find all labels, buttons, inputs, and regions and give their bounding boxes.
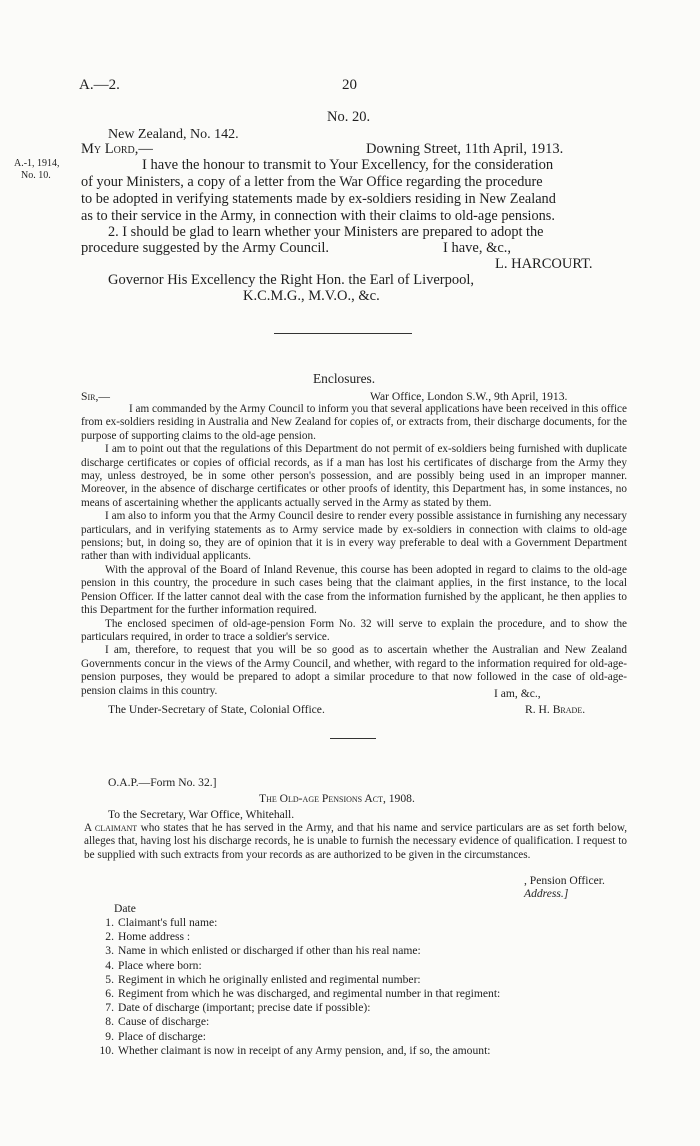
form-item-number: 3.	[105, 944, 114, 958]
enclosure-signature: R. H. Brade.	[525, 703, 586, 716]
form-reference: O.A.P.—Form No. 32.]	[108, 776, 217, 789]
dispatch-place-date: Downing Street, 11th April, 1913.	[366, 141, 564, 157]
enclosures-heading: Enclosures.	[313, 371, 376, 386]
form-address: Address.]	[524, 887, 569, 900]
form-item-number: 9.	[105, 1029, 114, 1043]
dispatch-addressee: Governor His Excellency the Right Hon. the Earl of Liverpool,	[108, 272, 475, 288]
form-item-number: 7.	[105, 1001, 114, 1015]
enclosure-paragraph: I am commanded by the Army Council to inform you that several applications have been received in this office from ex-soldiers residing in Australia and New Zealand for copies of, or extracts from, their discharge documents, for the purpose of supporting claims to the old-age pension.	[81, 403, 627, 442]
form-item	[96, 1044, 500, 1058]
section-divider-short	[330, 738, 376, 739]
form-item	[96, 916, 500, 930]
form-item-number: 10.	[99, 1043, 114, 1057]
form-item	[96, 973, 500, 987]
form-item-number: 6.	[105, 987, 114, 1001]
form-item	[96, 930, 500, 944]
form-item-number: 1.	[105, 916, 114, 929]
form-item-text: Home address :	[118, 930, 191, 944]
enclosure-paragraph: I am also to inform you that the Army Council desire to render every possible assistance in furnishing any necessary particulars, and in verifying statements as to Army service made by ex-soldiers in connection with claims to old-age pensions; but, in doing so, they are of opinion that it is in every way preferable to deal with a Government Department rather than with individual applicants.	[81, 510, 627, 563]
form-item	[96, 987, 500, 1001]
form-item-text: Name in which enlisted or discharged if other than his real name:	[118, 944, 421, 958]
margin-reference-no: No. 10.	[21, 170, 51, 181]
dispatch-salutation: My Lord,—	[81, 141, 153, 157]
dispatch-closing: I have, &c.,	[443, 240, 512, 256]
section-divider	[274, 333, 412, 334]
form-item-number: 2.	[105, 930, 114, 944]
form-item-number: 5.	[105, 972, 114, 986]
form-item-text: Date of discharge (important; precise date if possible):	[118, 1001, 371, 1015]
form-claimant-word: A claimant	[84, 822, 138, 834]
enclosure-closing: I am, &c.,	[494, 687, 541, 700]
form-items	[96, 916, 500, 1058]
form-item	[96, 1015, 500, 1029]
form-body	[84, 822, 627, 862]
dispatch-signature: L. HARCOURT.	[495, 256, 593, 272]
form-item-text: Cause of discharge:	[118, 1015, 210, 1029]
form-item-text: Regiment from which he was discharged, and regimental number in that regiment:	[118, 987, 501, 1001]
enclosure-addressee: The Under-Secretary of State, Colonial Office.	[108, 703, 325, 716]
form-item	[96, 1001, 500, 1015]
enclosure-paragraph: The enclosed specimen of old-age-pension Form No. 32 will serve to explain the procedure, and to show the particulars required, in order to trace a soldier's service.	[81, 617, 627, 643]
enclosure-paragraph: I am, therefore, to request that you will be so good as to ascertain whether the Australian and New Zealand Governments concur in the views of the Army Council, and whether, with regard to the information required for old-age-pension purposes, they would be prepared to adopt a similar procedure to that now followed in the case of old-age-pension claims in this country.	[81, 644, 627, 697]
form-item-text: Whether claimant is now in receipt of any Army pension, and, if so, the amount:	[118, 1043, 491, 1057]
dispatch-series: New Zealand, No. 142.	[108, 127, 239, 142]
dispatch-para1-line: of your Ministers, a copy of a letter from the War Office regarding the procedure	[81, 174, 543, 190]
dispatch-para1-line: to be adopted in verifying statements made by ex-soldiers residing in New Zealand	[81, 191, 556, 207]
form-title: The Old-age Pensions Act, 1908.	[259, 792, 415, 805]
dispatch-addressee-honours: K.C.M.G., M.V.O., &c.	[243, 288, 380, 304]
form-item-text: Place where born:	[118, 958, 202, 972]
enclosure-body	[81, 403, 627, 698]
page-ref: A.—2.	[79, 77, 120, 93]
margin-reference: A.-1, 1914,	[14, 158, 60, 169]
dispatch-para2-line: 2. I should be glad to learn whether your Ministers are prepared to adopt the	[108, 224, 544, 240]
enclosure-place-date: War Office, London S.W., 9th April, 1913.	[370, 390, 568, 403]
form-item-text: Regiment in which he originally enlisted and regimental number:	[118, 972, 421, 986]
form-item-text: Claimant's full name:	[118, 916, 218, 929]
dispatch-para1-line: as to their service in the Army, in connection with their claims to old-age pensions.	[81, 208, 555, 224]
enclosure-salutation: Sir,—	[81, 390, 110, 403]
form-item-number: 8.	[105, 1015, 114, 1029]
form-pension-officer: , Pension Officer.	[524, 874, 605, 887]
form-item	[96, 1030, 500, 1044]
dispatch-para1-line: I have the honour to transmit to Your Excellency, for the consideration	[142, 157, 554, 173]
page-number: 20	[342, 77, 357, 93]
enclosure-paragraph: I am to point out that the regulations of this Department do not permit of ex-soldiers being furnished with duplicate discharge certificates or copies of official records, as if a man has lost his certificates of discharge from the Army they may, unless destroyed, be in some other person's possession, and are possibly being used in an improper manner. Moreover, in the absence of discharge certificates or other proofs of identity, this Department has, in some instances, no means of ascertaining whether the applicants actually served in the Army as stated by them.	[81, 443, 627, 509]
enclosure-paragraph: With the approval of the Board of Inland Revenue, this course has been adopted in regard to claims to the old-age pension in this country, the procedure in such cases being that the claimant applies, in the first instance, to the local Pension Officer. If the latter cannot deal with the case from the information furnished by the applicant, he then applies to this Department for the further information required.	[81, 563, 627, 617]
dispatch-para2-line: procedure suggested by the Army Council.	[81, 240, 330, 256]
form-addressee: To the Secretary, War Office, Whitehall.	[108, 808, 295, 821]
form-date-label: Date	[114, 902, 136, 915]
form-body-text: who states that he has served in the Army, and that his name and service particulars are as set forth below, alleges that, having lost his discharge records, he is unable to furnish the necessary evidence of qualification. I request to be supplied with such extracts from your records as are authorized to be given in the circumstances.	[84, 822, 628, 861]
form-item	[96, 944, 500, 958]
form-item-text: Place of discharge:	[118, 1029, 206, 1043]
dispatch-heading: No. 20.	[327, 109, 371, 125]
form-item-number: 4.	[105, 958, 114, 972]
form-item	[96, 959, 500, 973]
